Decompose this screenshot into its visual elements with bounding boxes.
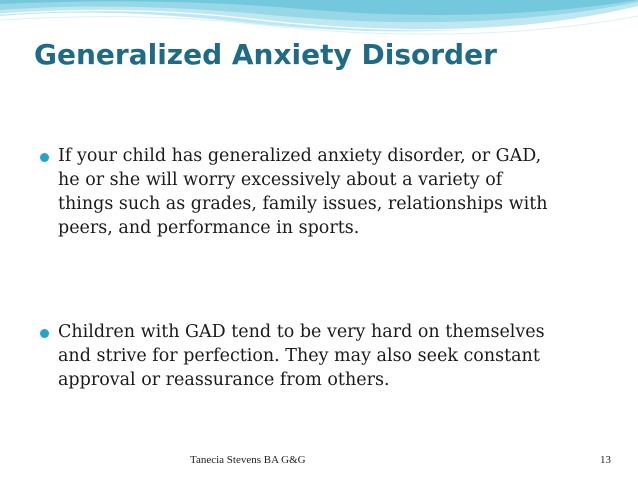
footer-page-number: 13 bbox=[600, 454, 611, 466]
bullet-text-line: and strive for perfection. They may also seek constant bbox=[58, 346, 540, 366]
footer-author: Tanecia Stevens BA G&G bbox=[190, 454, 306, 466]
bullet-text-line: Children with GAD tend to be very hard on themselves bbox=[58, 322, 545, 342]
slide-title: Generalized Anxiety Disorder bbox=[34, 38, 497, 71]
bullet-text-line: approval or reassurance from others. bbox=[58, 370, 390, 390]
bullet-text-line: he or she will worry excessively about a variety of bbox=[58, 170, 503, 190]
bullet-text-line: peers, and performance in sports. bbox=[58, 218, 360, 238]
bullet-text-line: things such as grades, family issues, relationships with bbox=[58, 194, 548, 214]
bullet-dot-icon bbox=[40, 329, 49, 338]
bullet-text-line: If your child has generalized anxiety disorder, or GAD, bbox=[58, 146, 542, 166]
header-wave-graphic bbox=[0, 0, 638, 40]
bullet-dot-icon bbox=[40, 153, 49, 162]
